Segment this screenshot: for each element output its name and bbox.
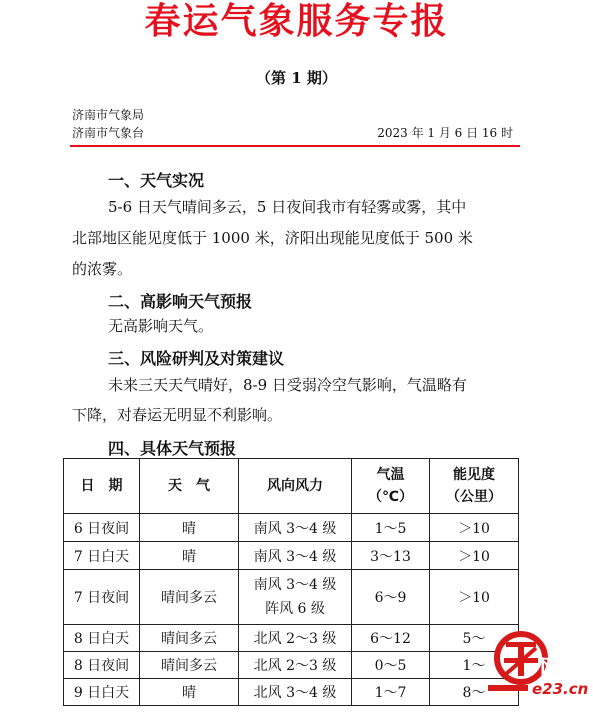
cell-wind: 北风 2～3 级 <box>239 652 352 679</box>
cell-weather: 晴 <box>140 514 239 542</box>
cell-weather: 晴间多云 <box>140 625 239 652</box>
header-rule <box>70 145 520 147</box>
cell-weather: 晴间多云 <box>140 652 239 679</box>
cell-visibility: ＞10 <box>430 570 519 625</box>
heading-risk-advice: 三、风险研判及对策建议 <box>108 349 285 368</box>
watermark-site: e23.cn <box>532 680 589 698</box>
cell-weather: 晴 <box>140 542 239 570</box>
cell-visibility: 8～ <box>430 679 519 706</box>
cell-date: 7 日白天 <box>64 542 140 570</box>
watermark-logo-icon <box>488 612 593 711</box>
cell-wind: 南风 3～4 级 <box>239 514 352 542</box>
cell-temp: 6～9 <box>352 570 430 625</box>
cell-wind: 北风 3～4 级 <box>239 679 352 706</box>
issue-datetime: 2023 年 1 月 6 日 16 时 <box>377 126 513 140</box>
table-row <box>64 652 519 679</box>
cell-temp: 3～13 <box>352 542 430 570</box>
watermark-char: 网 <box>540 655 560 679</box>
cell-visibility: ＞10 <box>430 514 519 542</box>
para-observation-line2: 北部地区能见度低于 1000 米，济阳出现能见度低于 500 米 <box>72 229 473 247</box>
heading-weather-observation: 一、天气实况 <box>108 171 205 190</box>
header-temperature: 气温 （℃） <box>352 459 430 514</box>
header-date: 日 期 <box>64 459 140 514</box>
table-header-row <box>64 459 519 514</box>
para-observation-line3: 的浓雾。 <box>72 260 133 278</box>
heading-high-impact: 二、高影响天气预报 <box>108 292 253 311</box>
header-wind: 风向风力 <box>239 459 352 514</box>
cell-visibility: 5～ <box>430 625 519 652</box>
table-row <box>64 570 519 625</box>
para-risk-line1: 未来三天天气晴好，8-9 日受弱冷空气影响，气温略有 <box>108 376 467 394</box>
para-observation-line1: 5-6 日天气晴间多云，5 日夜间我市有轻雾或雾，其中 <box>108 198 467 216</box>
header-weather: 天 气 <box>140 459 239 514</box>
table-row <box>64 542 519 570</box>
cell-weather: 晴 <box>140 679 239 706</box>
header-visibility: 能见度 （公里） <box>430 459 519 514</box>
cell-temp: 6～12 <box>352 625 430 652</box>
cell-date: 7 日夜间 <box>64 570 140 625</box>
cell-date: 6 日夜间 <box>64 514 140 542</box>
org-bureau: 济南市气象局 <box>72 108 145 122</box>
cell-temp: 0～5 <box>352 652 430 679</box>
cell-temp: 1～5 <box>352 514 430 542</box>
cell-date: 8 日白天 <box>64 625 140 652</box>
cell-visibility: 1～ <box>430 652 519 679</box>
org-observatory: 济南市气象台 <box>72 126 145 140</box>
issue-number: （第 1 期） <box>256 69 337 87</box>
table-row <box>64 625 519 652</box>
cell-weather: 晴间多云 <box>140 570 239 625</box>
site-watermark <box>488 612 593 711</box>
cell-wind: 北风 2～3 级 <box>239 625 352 652</box>
cell-date: 8 日夜间 <box>64 652 140 679</box>
cell-wind: 南风 3～4 级 阵风 6 级 <box>239 570 352 625</box>
cell-wind: 南风 3～4 级 <box>239 542 352 570</box>
heading-forecast: 四、具体天气预报 <box>108 439 237 458</box>
cell-temp: 1～7 <box>352 679 430 706</box>
table-row <box>64 514 519 542</box>
forecast-table <box>63 458 519 706</box>
cell-visibility: ＞10 <box>430 542 519 570</box>
para-high-impact: 无高影响天气。 <box>108 317 214 335</box>
table-row <box>64 679 519 706</box>
document-title: 春运气象服务专报 <box>144 1 449 42</box>
para-risk-line2: 下降，对春运无明显不利影响。 <box>72 406 283 424</box>
cell-date: 9 日白天 <box>64 679 140 706</box>
